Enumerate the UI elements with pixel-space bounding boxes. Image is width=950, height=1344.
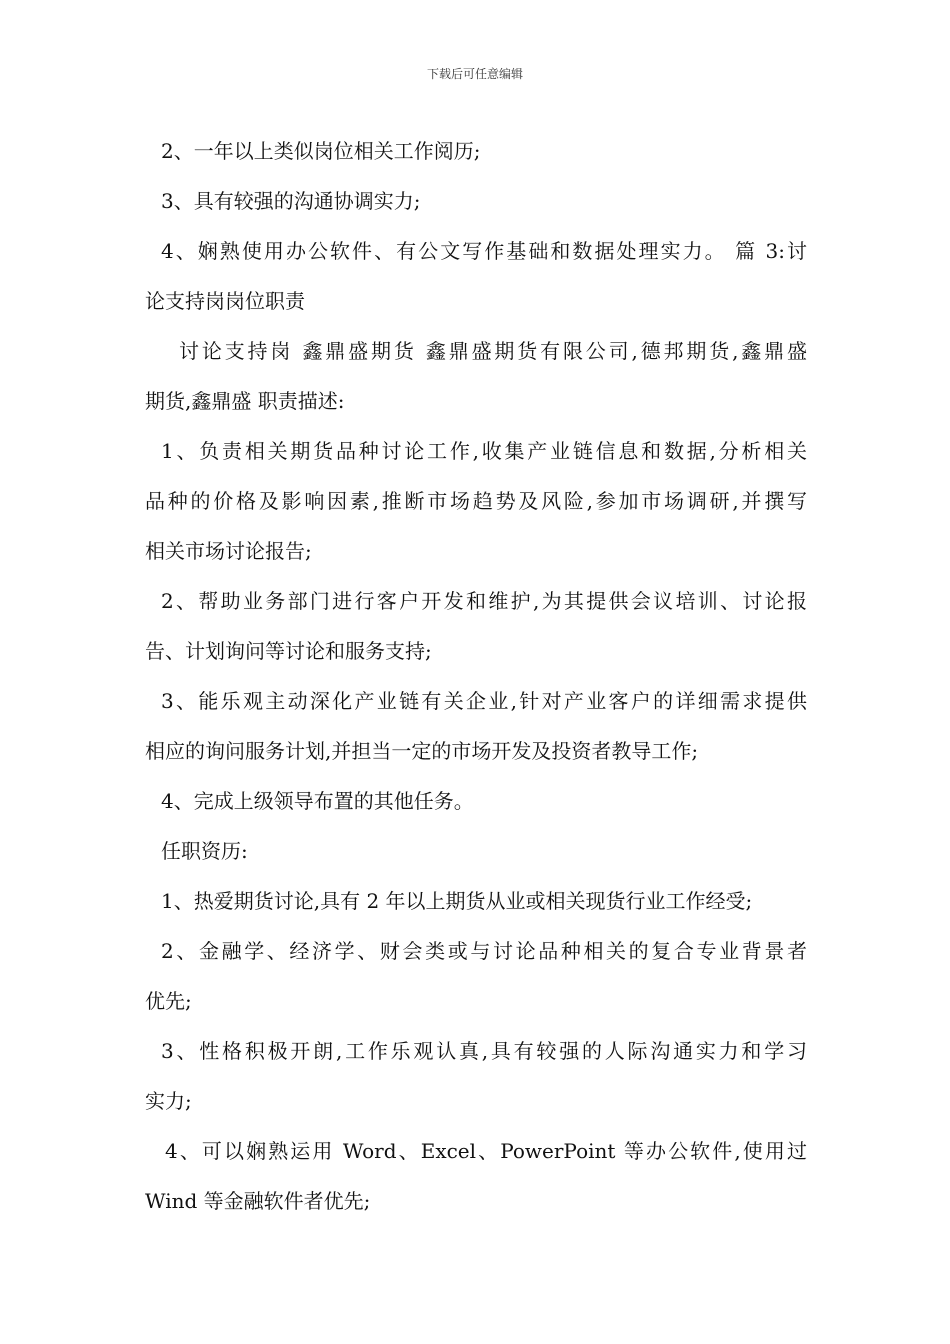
text-line: 相应的询问服务计划,并担当一定的市场开发及投资者教导工作; xyxy=(145,739,699,763)
text-line: 相关市场讨论报告; xyxy=(145,539,312,563)
text-line: 讨论支持岗 鑫鼎盛期货 鑫鼎盛期货有限公司,德邦期货,鑫鼎盛 xyxy=(179,339,807,363)
text-line: 实力; xyxy=(145,1089,192,1113)
text-line: 3、具有较强的沟通协调实力; xyxy=(161,189,421,213)
text-line: 3、性格积极开朗,工作乐观认真,具有较强的人际沟通实力和学习 xyxy=(161,1039,807,1063)
text-line: 期货,鑫鼎盛 职责描述: xyxy=(145,389,345,413)
text-line: 2、帮助业务部门进行客户开发和维护,为其提供会议培训、讨论报 xyxy=(161,589,807,613)
text-line: 1、热爱期货讨论,具有 2 年以上期货从业或相关现货行业工作经受; xyxy=(161,889,753,913)
text-line: 1、负责相关期货品种讨论工作,收集产业链信息和数据,分析相关 xyxy=(161,439,807,463)
text-line: 4、娴熟使用办公软件、有公文写作基础和数据处理实力。 篇 3:讨 xyxy=(161,239,807,263)
text-line: 3、能乐观主动深化产业链有关企业,针对产业客户的详细需求提供 xyxy=(161,689,807,713)
text-line: 告、计划询问等讨论和服务支持; xyxy=(145,639,432,663)
text-line: 2、一年以上类似岗位相关工作阅历; xyxy=(161,139,481,163)
text-line: 优先; xyxy=(145,989,192,1013)
text-line: 4、可以娴熟运用 Word、Excel、PowerPoint 等办公软件,使用过 xyxy=(165,1139,807,1163)
text-line: 品种的价格及影响因素,推断市场趋势及风险,参加市场调研,并撰写 xyxy=(145,489,807,513)
text-line: Wind 等金融软件者优先; xyxy=(145,1189,371,1213)
text-line: 4、完成上级领导布置的其他任务。 xyxy=(161,789,474,813)
document-body xyxy=(145,126,807,1226)
text-line: 2、金融学、经济学、财会类或与讨论品种相关的复合专业背景者 xyxy=(161,939,807,963)
page-header: 下载后可任意编辑 xyxy=(426,67,523,81)
text-line: 论支持岗岗位职责 xyxy=(145,289,305,313)
text-line: 任职资历: xyxy=(161,839,248,863)
